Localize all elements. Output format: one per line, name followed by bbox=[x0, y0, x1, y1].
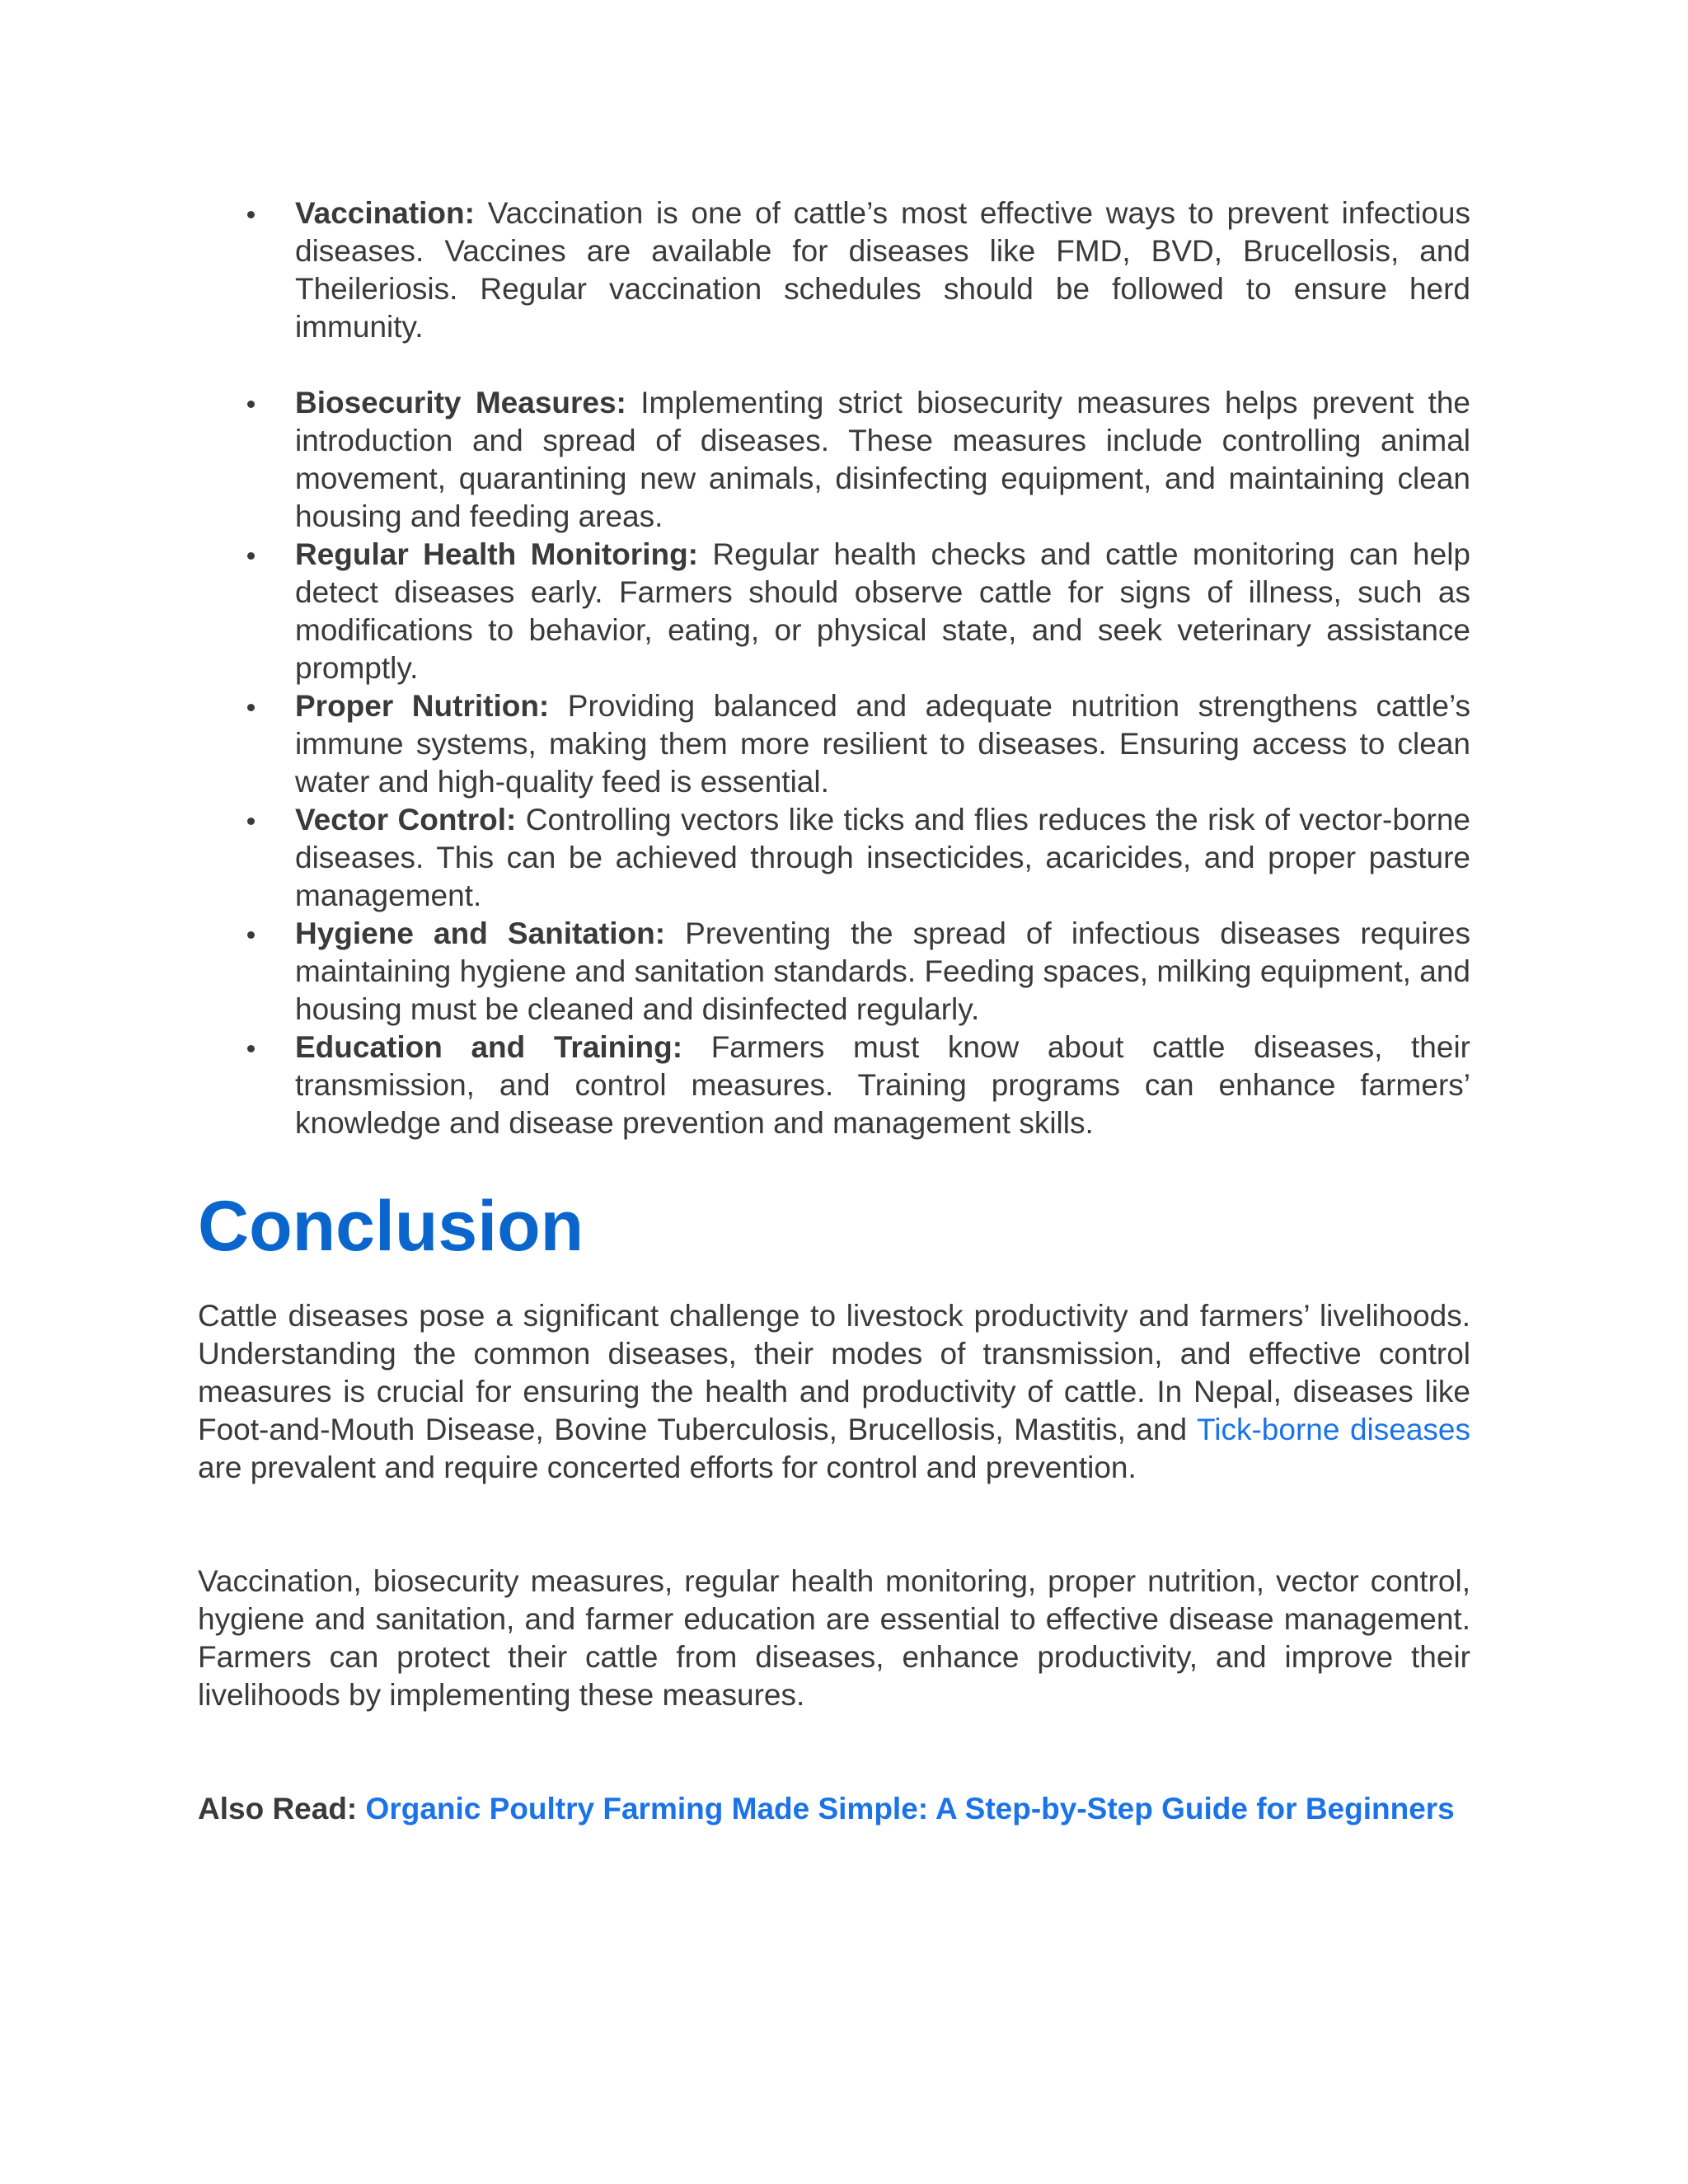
conclusion-heading: Conclusion bbox=[198, 1187, 584, 1266]
list-item-title: Vaccination: bbox=[295, 196, 475, 230]
list-item-title: Proper Nutrition: bbox=[295, 689, 550, 723]
list-item bbox=[198, 384, 1470, 536]
list-item bbox=[198, 915, 1470, 1029]
bullet-icon bbox=[247, 552, 255, 560]
bullet-icon bbox=[247, 211, 255, 218]
bullet-icon bbox=[247, 818, 255, 825]
list-item-title: Hygiene and Sanitation: bbox=[295, 916, 666, 950]
list-item-text: Regular health checks and cattle monitoring can help detect diseases early. Farmers should observe cattle for signs of illness, such as modifications to behavior, eating, or physical state, and seek veterinary assistance promptly. bbox=[295, 537, 1471, 685]
also-read-label: Also Read: bbox=[198, 1792, 358, 1825]
list-item bbox=[198, 801, 1470, 915]
paragraph-text: are prevalent and require concerted efforts for control and prevention. bbox=[198, 1451, 1137, 1484]
list-item-text: Controlling vectors like ticks and flies reduces the risk of vector-borne diseases. This can be achieved through insecticides, acaricides, and proper pasture management. bbox=[295, 803, 1470, 912]
list-item-text: Preventing the spread of infectious diseases requires maintaining hygiene and sanitation standards. Feeding spaces, milking equipment, and housing must be cleaned and disinfected regularly. bbox=[295, 916, 1471, 1026]
document-page bbox=[198, 194, 1470, 1828]
list-item-text: Vaccination is one of cattle’s most effective ways to prevent infectious diseases. Vaccines are available for diseases like FMD, BVD, Brucellosis, and Theileriosis. Regular vaccination schedules should be followed to ensure herd immunity. bbox=[295, 196, 1470, 344]
bullet-icon bbox=[247, 1045, 255, 1052]
paragraph-text: Cattle diseases pose a significant challenge to livestock productivity and farmers’ livelihoods. Understanding the common diseases, their modes of transmission, and effective control measures is crucial for ensuring the health and productivity of cattle. In Nepal, diseases like Foot-and-Mouth Disease, Bovine Tuberculosis, Brucellosis, Mastitis, and bbox=[198, 1299, 1470, 1446]
bullet-icon bbox=[247, 401, 255, 408]
conclusion-paragraph-1 bbox=[198, 1297, 1470, 1487]
list-item-title: Vector Control: bbox=[295, 803, 517, 837]
also-read bbox=[198, 1790, 1470, 1828]
list-item-title: Biosecurity Measures: bbox=[295, 386, 626, 419]
bullet-icon bbox=[247, 931, 255, 939]
conclusion-paragraph-2: Vaccination, biosecurity measures, regular health monitoring, proper nutrition, vector control, hygiene and sanitation, and farmer education are essential to effective disease management. Farmers can protect their cattle from diseases, enhance productivity, and improve their livelihoods by implementing these measures. bbox=[198, 1564, 1470, 1712]
also-read-link[interactable]: Organic Poultry Farming Made Simple: A Step-by-Step Guide for Beginners bbox=[365, 1792, 1455, 1825]
list-item-text: Implementing strict biosecurity measures helps prevent the introduction and spread of diseases. These measures include controlling animal movement, quarantining new animals, disinfecting equipment, and maintaining clean housing and feeding areas. bbox=[295, 386, 1471, 533]
bullet-icon bbox=[247, 704, 255, 711]
tick-borne-diseases-link[interactable]: Tick-borne diseases bbox=[1197, 1413, 1470, 1446]
list-item bbox=[198, 536, 1470, 687]
list-item-title: Education and Training: bbox=[295, 1030, 683, 1064]
list-item bbox=[198, 194, 1470, 346]
list-item-text: Farmers must know about cattle diseases, their transmission, and control measures. Training programs can enhance farmers’ knowledge and disease prevention and management skills. bbox=[295, 1030, 1470, 1140]
prevention-list bbox=[198, 194, 1470, 1142]
list-item bbox=[198, 1029, 1470, 1142]
list-item-text: Providing balanced and adequate nutrition strengthens cattle’s immune systems, making them more resilient to diseases. Ensuring access to clean water and high-quality feed is essential. bbox=[295, 689, 1471, 799]
list-item bbox=[198, 687, 1470, 801]
list-item-title: Regular Health Monitoring: bbox=[295, 537, 698, 571]
